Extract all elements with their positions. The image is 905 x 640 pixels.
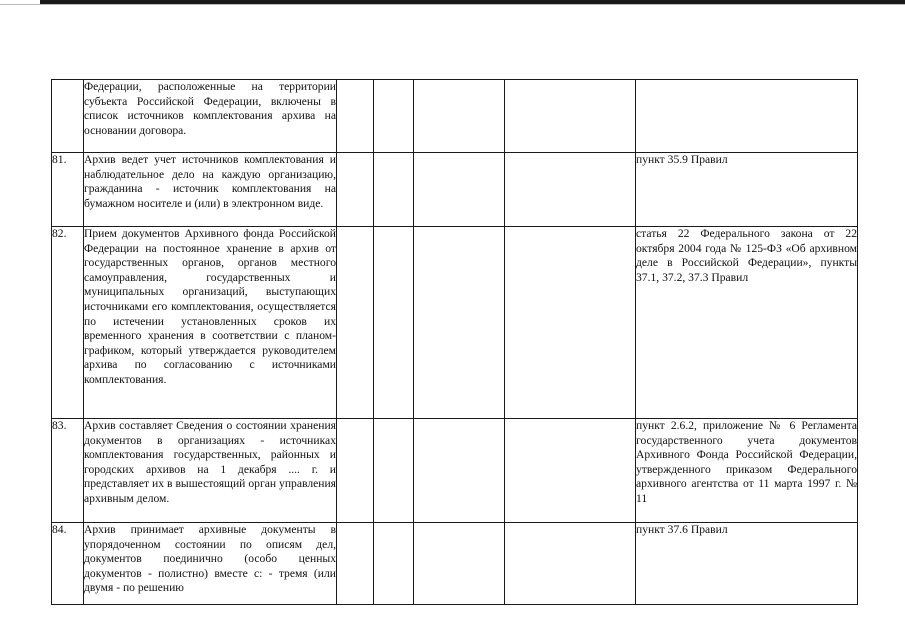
row-number: 81.	[52, 153, 84, 227]
row-description: Архив принимает архивные документы в упорядоченном состоянии по описям дел, документов поединично (особо ценных документов - полистно) вместе с: - тремя (или двумя - по решению	[84, 523, 337, 605]
row-description: Архив ведет учет источников комплектования и наблюдательное дело на каждую организацию, гражданина - источник комплектования на бумажном носителе и (или) в электронном виде.	[84, 153, 337, 227]
row-number	[52, 80, 84, 153]
row-basis: пункт 37.6 Правил	[636, 523, 858, 605]
row-basis	[636, 80, 858, 153]
requirements-table	[51, 79, 858, 605]
row-number: 82.	[52, 227, 84, 419]
row-basis: статья 22 Федерального закона от 22 октября 2004 года № 125-ФЗ «Об архивном деле в Российской Федерации», пункты 37.1, 37.2, 37.3 Правил	[636, 227, 858, 419]
table-row	[52, 153, 858, 227]
empty-cell	[374, 153, 414, 227]
empty-cell	[374, 523, 414, 605]
empty-cell	[505, 80, 636, 153]
row-number: 84.	[52, 523, 84, 605]
empty-cell	[337, 153, 374, 227]
empty-cell	[374, 419, 414, 523]
empty-cell	[337, 80, 374, 153]
row-basis: пункт 2.6.2, приложение № 6 Регламента государственного учета документов Архивного Фонда Российской Федерации, утвержденного приказом Федерального архивного агентства от 11 марта 1997 г. № 11	[636, 419, 858, 523]
table-row	[52, 227, 858, 419]
empty-cell	[505, 227, 636, 419]
row-number: 83.	[52, 419, 84, 523]
empty-cell	[414, 227, 505, 419]
row-description: Прием документов Архивного фонда Российской Федерации на постоянное хранение в архив от государственных органов, органов местного самоуправления, государственных и муниципальных организаций, выступающих источниками его комплектования, осуществляется по истечении установленных сроков их временного хранения в соответствии с планом-графиком, который утверждается руководителем архива по согласованию с источниками комплектования.	[84, 227, 337, 419]
row-description: Архив составляет Сведения о состоянии хранения документов в организациях - источниках комплектования государственных, районных и городских архивов на 1 декабря .... г. и представляет их в вышестоящий орган управления архивным делом.	[84, 419, 337, 523]
row-description: Федерации, расположенные на территории субъекта Российской Федерации, включены в список источников комплектования архива на основании договора.	[84, 80, 337, 153]
empty-cell	[414, 419, 505, 523]
empty-cell	[374, 80, 414, 153]
row-basis: пункт 35.9 Правил	[636, 153, 858, 227]
table-row	[52, 523, 858, 605]
empty-cell	[414, 523, 505, 605]
scan-top-line	[0, 4, 905, 5]
empty-cell	[505, 153, 636, 227]
empty-cell	[337, 227, 374, 419]
empty-cell	[505, 523, 636, 605]
empty-cell	[414, 153, 505, 227]
empty-cell	[505, 419, 636, 523]
empty-cell	[414, 80, 505, 153]
table-row	[52, 419, 858, 523]
empty-cell	[337, 523, 374, 605]
table-row	[52, 80, 858, 153]
empty-cell	[374, 227, 414, 419]
empty-cell	[337, 419, 374, 523]
